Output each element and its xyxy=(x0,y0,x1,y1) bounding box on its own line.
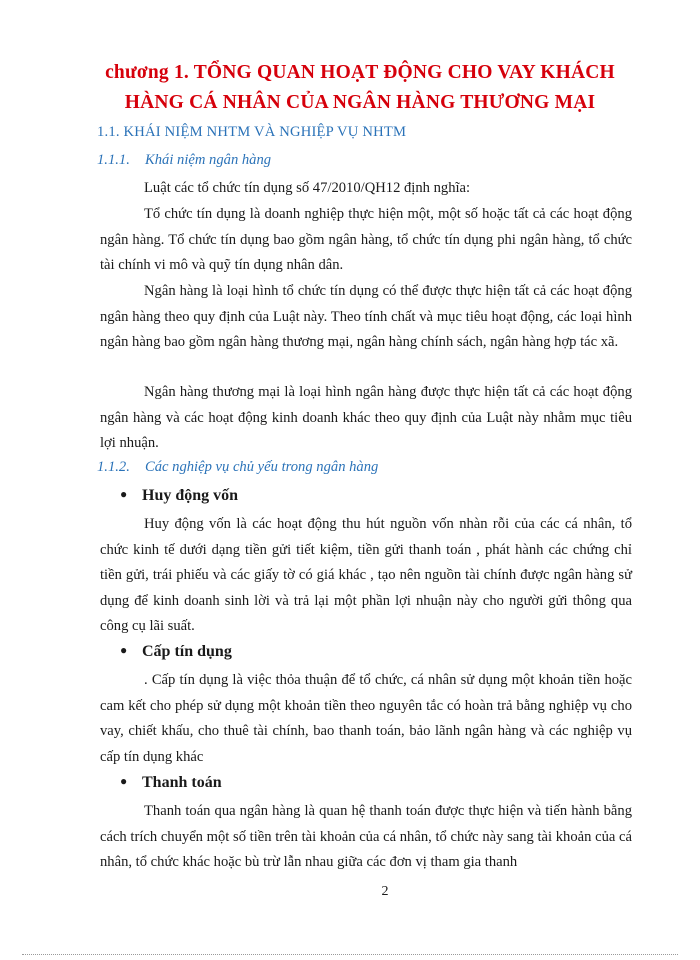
subsection-number: 1.1.2. xyxy=(97,459,130,475)
bullet-heading-credit xyxy=(120,643,232,661)
bullet-heading-text: Huy động vốn xyxy=(142,487,239,504)
bullet-heading-text: Cấp tín dụng xyxy=(142,643,232,660)
paragraph-credit-institution: Tổ chức tín dụng là doanh nghiệp thực hiện một, một số hoặc tất cả các hoạt động ngân hàng. Tổ chức tín dụng bao gồm ngân hàng, tổ chức tín dụng phi ngân hàng, tổ chức tài chính vi mô và quỹ tín dụng nhân dân. xyxy=(100,206,632,273)
subsection-heading-1-1-1 xyxy=(97,152,271,169)
chapter-title xyxy=(80,58,640,118)
chapter-title-line-1: chương 1. TỔNG QUAN HOẠT ĐỘNG CHO VAY KHÁCH xyxy=(105,62,615,83)
paragraph-commercial-bank: Ngân hàng thương mại là loại hình ngân hàng được thực hiện tất cả các hoạt động ngân hàng và các hoạt động kinh doanh khác theo quy định của Luật này nhằm mục tiêu lợi nhuận. xyxy=(100,384,632,451)
subsection-title: Các nghiệp vụ chủ yếu trong ngân hàng xyxy=(145,459,379,475)
section-heading-1-1: 1.1. KHÁI NIỆM NHTM VÀ NGHIỆP VỤ NHTM xyxy=(97,124,407,140)
bullet-icon: ● xyxy=(120,487,128,501)
page-number: 2 xyxy=(381,884,389,899)
bullet-heading-text: Thanh toán xyxy=(142,774,222,791)
chapter-title-line-2: HÀNG CÁ NHÂN CỦA NGÂN HÀNG THƯƠNG MẠI xyxy=(124,92,596,113)
bullet-heading-deposit xyxy=(120,487,238,505)
paragraph-deposit: Huy động vốn là các hoạt động thu hút nguồn vốn nhàn rỗi của các cá nhân, tổ chức kinh tế dưới dạng tiền gửi tiết kiệm, tiền gửi thanh toán , phát hành các chứng chỉ tiền gửi, trái phiếu và các giấy tờ có giá khác , tạo nên nguồn tài chính được ngân hàng sử dụng để kinh doanh sinh lời và trả lại một phần lợi nhuận này cho người gửi thông qua công cụ lãi suất. xyxy=(100,516,632,634)
subsection-heading-1-1-2 xyxy=(97,459,378,476)
paragraph-credit: . Cấp tín dụng là việc thỏa thuận để tổ chức, cá nhân sử dụng một khoản tiền hoặc cam kết cho phép sử dụng một khoản tiền theo nguyên tắc có hoàn trả bằng nghiệp vụ cho vay, chiết khấu, cho thuê tài chính, bao thanh toán, bảo lãnh ngân hàng và các nghiệp vụ cấp tín dụng khác xyxy=(100,672,632,765)
page-bottom-divider xyxy=(22,954,678,955)
bullet-icon: ● xyxy=(120,643,128,657)
paragraph-law-reference: Luật các tổ chức tín dụng số 47/2010/QH12 định nghĩa: xyxy=(144,180,471,196)
subsection-title: Khái niệm ngân hàng xyxy=(145,152,272,168)
bullet-heading-payment xyxy=(120,774,222,792)
paragraph-payment: Thanh toán qua ngân hàng là quan hệ thanh toán được thực hiện và tiến hành bằng cách trích chuyển một số tiền trên tài khoản của cá nhân, tổ chức này sang tài khoản của cá nhân, tổ chức khác hoặc bù trừ lẫn nhau giữa các đơn vị tham gia thanh xyxy=(100,803,632,870)
bullet-icon: ● xyxy=(120,774,128,788)
subsection-number: 1.1.1. xyxy=(97,152,130,168)
paragraph-bank-definition: Ngân hàng là loại hình tổ chức tín dụng có thể được thực hiện tất cả các hoạt động ngân hàng theo quy định của Luật này. Theo tính chất và mục tiêu hoạt động, các loại hình ngân hàng bao gồm ngân hàng thương mại, ngân hàng chính sách, ngân hàng hợp tác xã. xyxy=(100,283,632,350)
